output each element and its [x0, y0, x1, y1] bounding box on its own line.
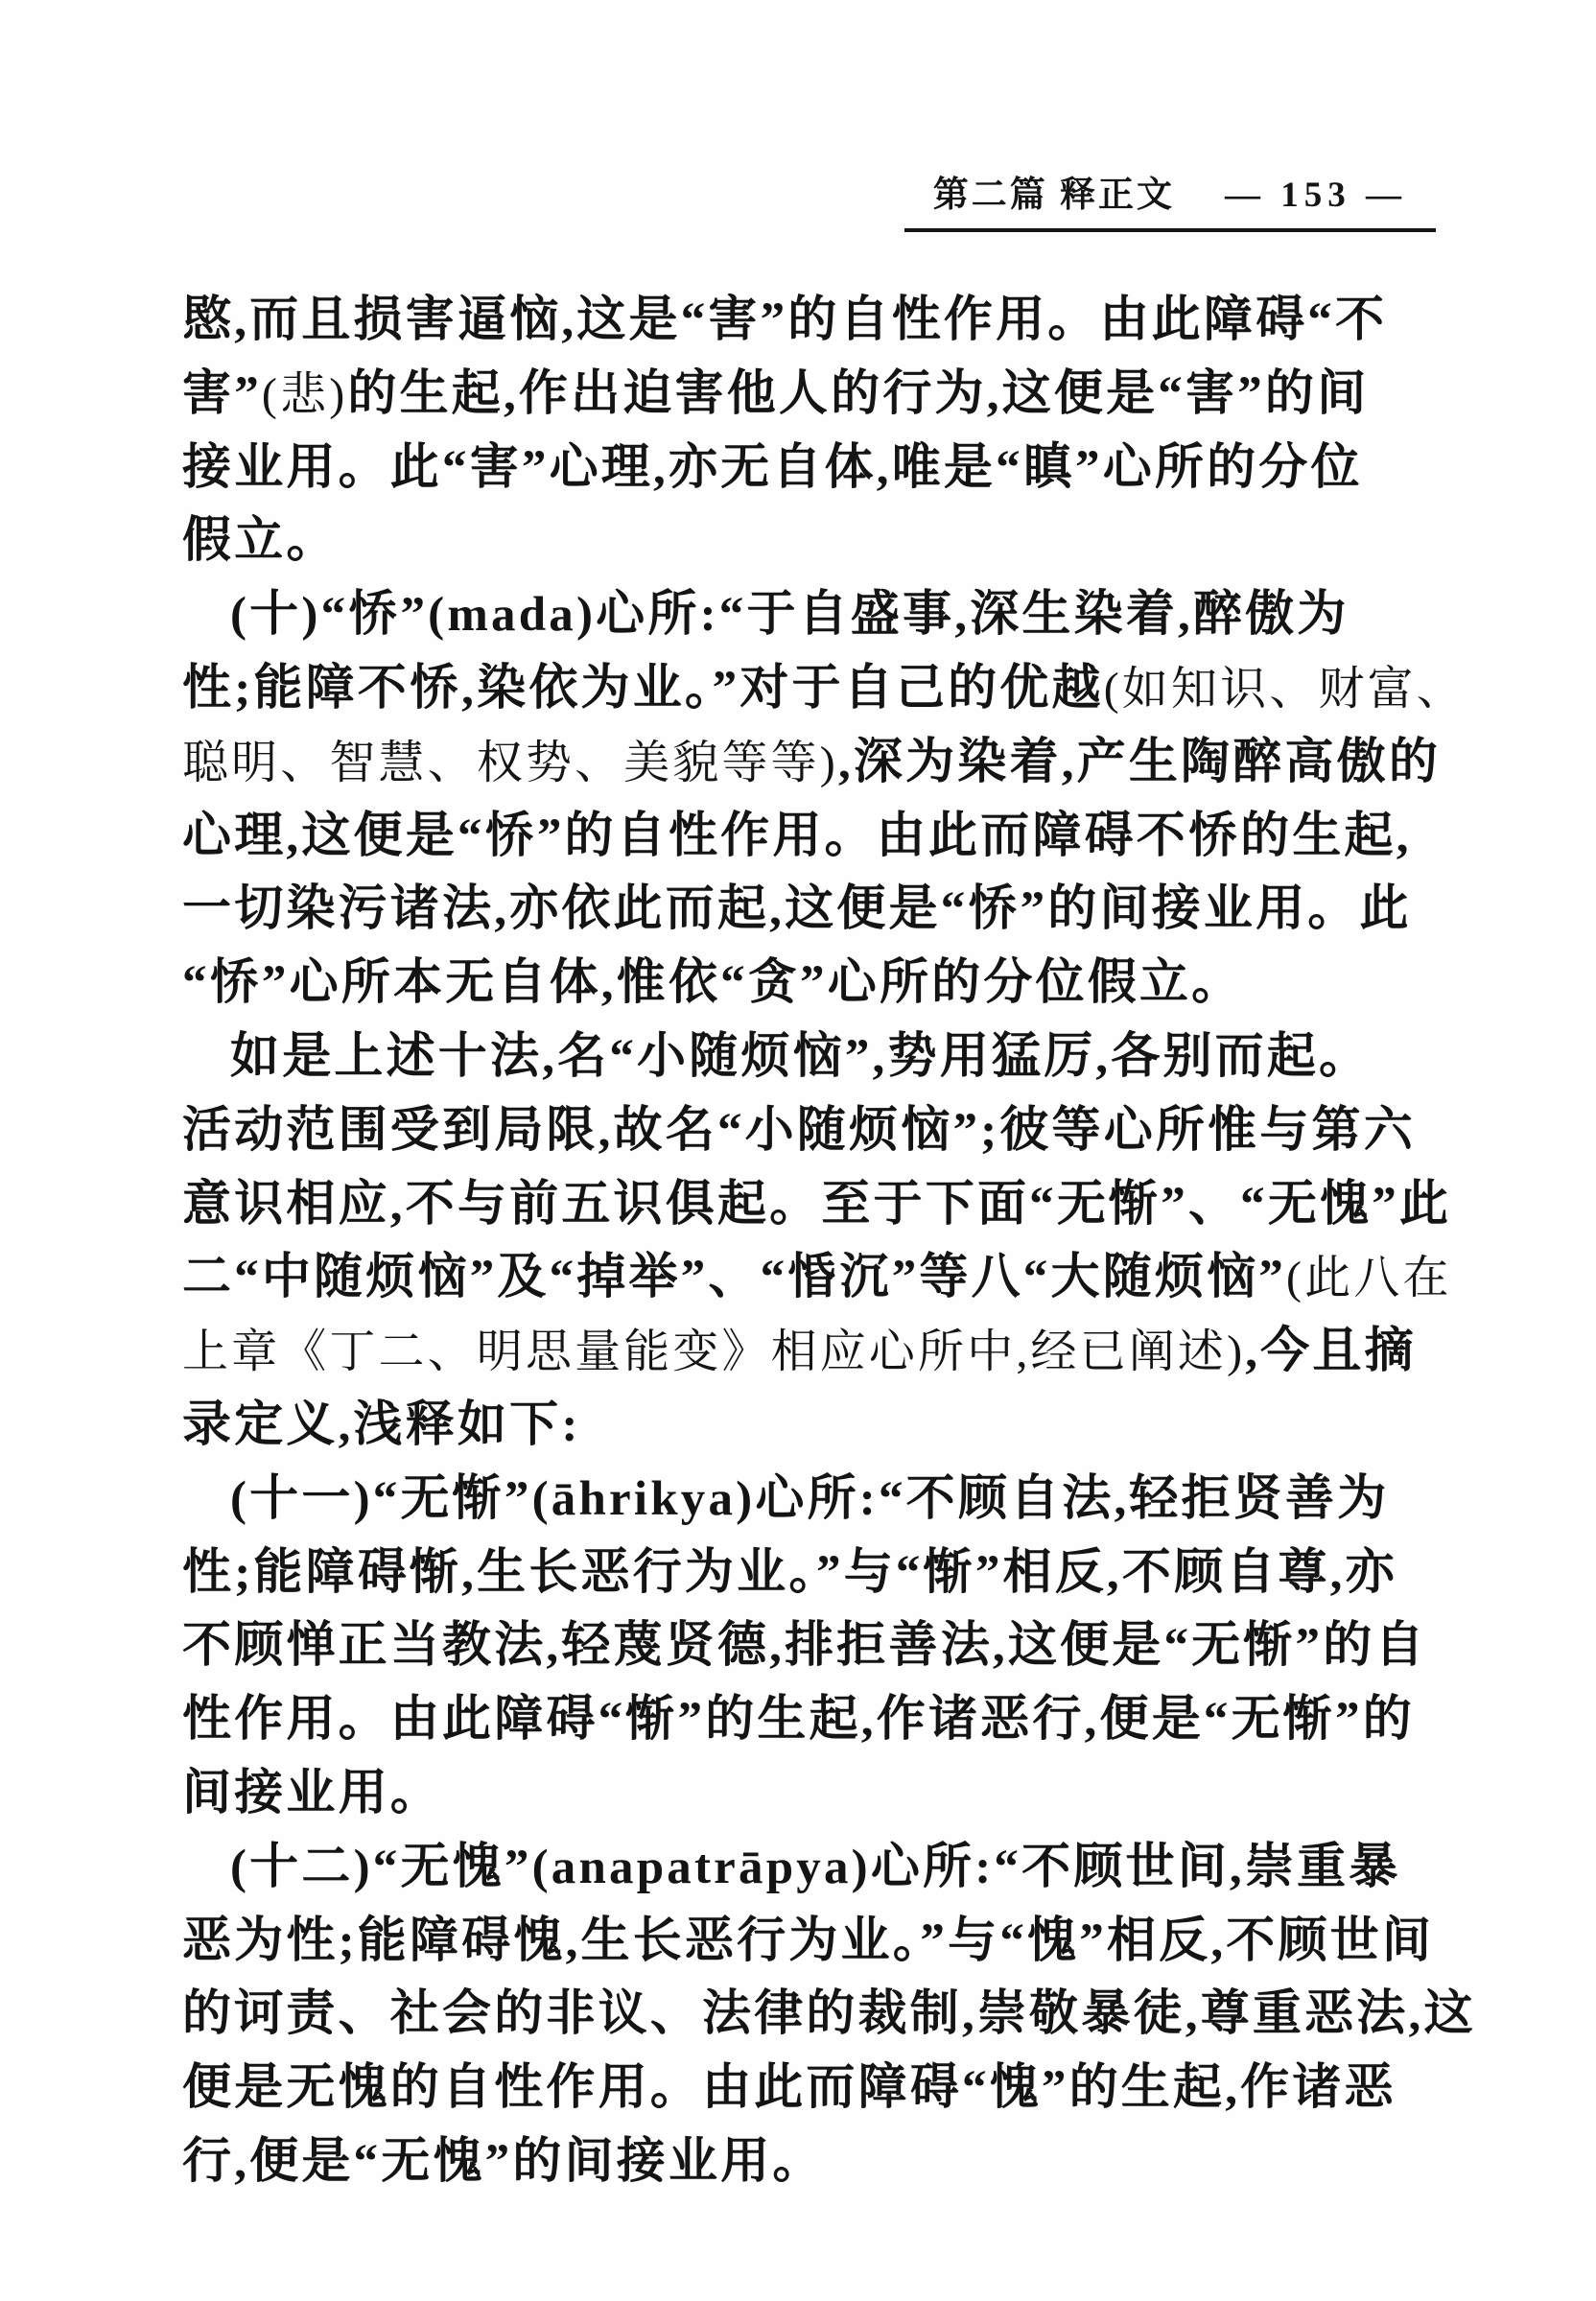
body-text: 愍,而且损害逼恼,这是“害”的自性作用。由此障碍“不 [182, 293, 1388, 347]
body-text: 性;能障不㤭,染依为业。”对于自己的优越 [182, 661, 1104, 716]
section-title: 第二篇 释正文 [932, 176, 1175, 215]
text-line [182, 505, 1439, 578]
text-line [182, 1168, 1452, 1242]
body-text: 假立。 [182, 514, 339, 569]
text-line [182, 1537, 1439, 1610]
body-text: 心理,这便是“㤭”的自性作用。由此而障碍不㤭的生起, [182, 809, 1412, 863]
text-line [182, 1094, 1439, 1168]
body-text: 意识相应,不与前五识俱起。至于下面“无惭”、“无愧”此 [182, 1177, 1452, 1232]
body-text: (十二)“无愧”(anapatrāpya)心所:“不顾世间,崇重暴 [230, 1840, 1401, 1894]
body-text: 间接业用。 [182, 1766, 443, 1820]
annotation-text: (悲) [261, 368, 348, 420]
text-line [182, 1831, 1439, 1905]
body-text: 行,便是“无愧”的间接业用。 [182, 2134, 825, 2189]
body-text: 的诃责、社会的非议、法律的裁制,崇敬暴徒,尊重恶法,这 [182, 1987, 1476, 2042]
annotation-text: 聪明、智慧、权势、美貌等等) [182, 737, 838, 788]
page-header [904, 165, 1436, 232]
page-number: — 153 — [1225, 176, 1407, 215]
text-line [182, 1978, 1476, 2052]
text-line [182, 1757, 1439, 1831]
text-line [182, 1905, 1439, 1979]
text-line [182, 652, 1466, 726]
body-text: 一切染污诸法,亦依此而起,这便是“㤭”的间接业用。此 [182, 882, 1412, 937]
text-line [182, 800, 1439, 874]
text-line [182, 1389, 1439, 1463]
body-text: 害” [182, 366, 262, 421]
text-line [182, 1609, 1439, 1683]
text-line [182, 873, 1439, 947]
body-text: (十)“㤭”(mada)心所:“于自盛事,深生染着,醉傲为 [230, 588, 1350, 643]
text-line [182, 2125, 1439, 2199]
body-text: 恶为性;能障碍愧,生长恶行为业。”与“愧”相反,不顾世间 [182, 1914, 1435, 1968]
body-text: 如是上述十法,名“小随烦恼”,势用猛厉,各别而起。 [230, 1029, 1372, 1084]
text-line [182, 284, 1439, 358]
body-text: ,深为染着,产生陶醉高傲的 [837, 735, 1442, 789]
body-text: 活动范围受到局限,故名“小随烦恼”;彼等心所惟与第六 [182, 1103, 1416, 1158]
text-line [182, 1683, 1439, 1757]
text-line [182, 1021, 1439, 1094]
annotation-text: (此八在 [1286, 1253, 1452, 1304]
body-text: 性;能障碍惭,生长恶行为业。”与“惭”相反,不顾自尊,亦 [182, 1545, 1397, 1600]
text-line [182, 1463, 1439, 1537]
body-text: (十一)“无惭”(āhrikya)心所:“不顾自法,轻拒贤善为 [230, 1471, 1390, 1526]
body-text: 接业用。此“害”心理,亦无自体,唯是“瞋”心所的分位 [182, 440, 1363, 495]
body-text: 不顾惮正当教法,轻蔑贤德,排拒善法,这便是“无惭”的自 [182, 1619, 1427, 1674]
body-text: 性作用。由此障碍“惭”的生起,作诸恶行,便是“无惭”的 [182, 1693, 1415, 1748]
text-line [182, 2052, 1439, 2125]
text-line [182, 578, 1439, 652]
body-text: 的生起,作出迫害他人的行为,这便是“害”的间 [347, 366, 1370, 421]
text-line [182, 432, 1439, 505]
body-text: 二“中随烦恼”及“掉举”、“惛沉”等八“大随烦恼” [182, 1251, 1287, 1305]
body-text: 录定义,浅释如下: [182, 1397, 581, 1452]
text-line [182, 1315, 1439, 1389]
body-text: 便是无愧的自性作用。由此而障碍“愧”的生起,作诸恶 [182, 2061, 1396, 2116]
text-body [182, 284, 1476, 2199]
text-line [182, 1241, 1452, 1315]
annotation-text: (如知识、财富、 [1103, 663, 1466, 715]
text-line [182, 726, 1442, 800]
body-text: ,今且摘 [1245, 1325, 1417, 1379]
annotation-text: 上章《丁二、明思量能变》相应心所中,经已阐述) [182, 1327, 1246, 1378]
body-text: “㤭”心所本无自体,惟依“贪”心所的分位假立。 [182, 956, 1244, 1011]
text-line [182, 947, 1439, 1021]
text-line [182, 358, 1439, 432]
